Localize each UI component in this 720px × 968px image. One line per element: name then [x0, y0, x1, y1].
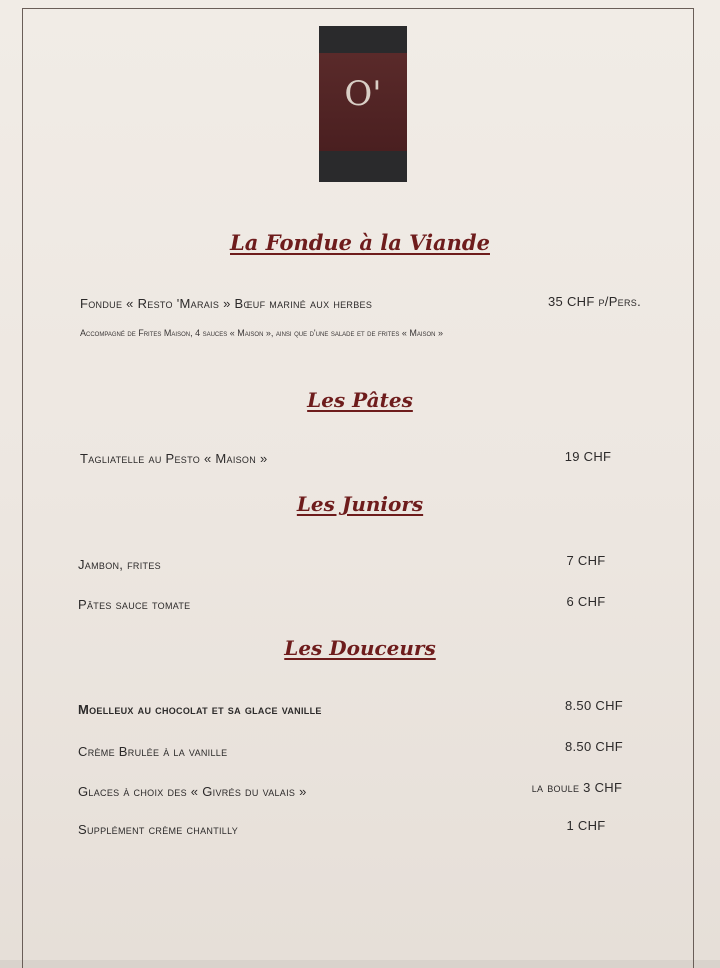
- menu-item-price: 6 CHF: [566, 594, 606, 609]
- section-heading-pates: Les Pâtes: [307, 388, 413, 412]
- menu-item-name: Pâtes sauce tomate: [78, 597, 191, 612]
- menu-item-price: 19 CHF: [564, 449, 612, 464]
- section-heading-douceurs: Les Douceurs: [284, 636, 436, 660]
- menu-item-name: Jambon, frites: [78, 557, 161, 572]
- menu-item-price: 1 CHF: [566, 818, 606, 833]
- menu-item-price: la boule 3 CHF: [531, 780, 623, 795]
- menu-item-name: Moelleux au chocolat et sa glace vanille: [78, 702, 322, 717]
- section-heading-fondue: La Fondue à la Viande: [230, 230, 490, 255]
- menu-item-price: 7 CHF: [566, 553, 606, 568]
- menu-item-price: 35 CHF p/Pers.: [548, 294, 642, 309]
- menu-item-price: 8.50 CHF: [564, 698, 624, 713]
- menu-item-note: Accompagné de Frites Maison, 4 sauces « Maison », ainsi que d'une salade et de frites « Maison »: [80, 328, 444, 338]
- menu-item-name: Supplément crème chantilly: [78, 822, 239, 837]
- menu-item-price: 8.50 CHF: [564, 739, 624, 754]
- logo-mark: O': [344, 74, 382, 114]
- section-heading-juniors: Les Juniors: [296, 492, 424, 516]
- menu-item-name: Crème Brulée à la vanille: [78, 744, 228, 759]
- menu-item-name: Glaces à choix des « Givrés du valais »: [78, 784, 307, 799]
- menu-item-name: Fondue « Resto 'Marais » Bœuf mariné aux herbes: [80, 296, 373, 311]
- menu-item-name: Tagliatelle au Pesto « Maison »: [80, 451, 268, 466]
- restaurant-logo: [319, 26, 407, 182]
